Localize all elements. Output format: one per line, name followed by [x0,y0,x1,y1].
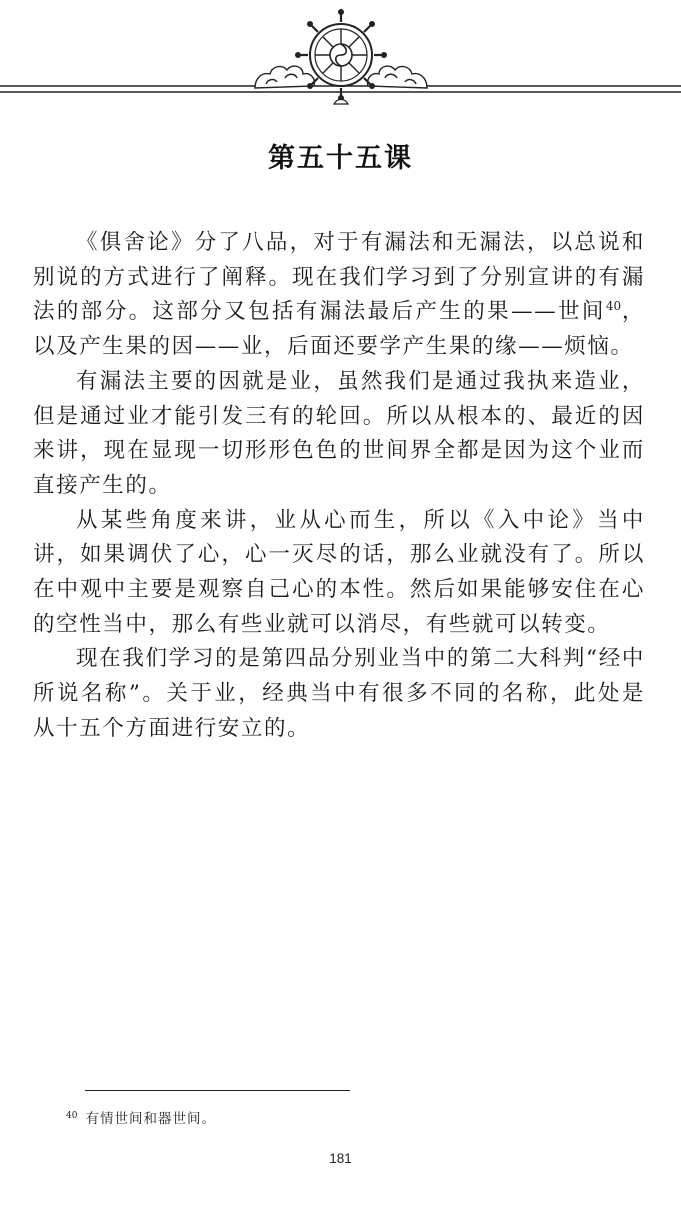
lesson-title: 第五十五课 [268,143,413,174]
page-header-ornament [0,0,681,110]
footnote-divider [85,1090,350,1091]
cloud-icon [368,66,427,88]
footnote-number: 40 [66,1111,78,1121]
body-text [33,226,645,747]
cloud-icon [255,66,314,88]
footnote-text: 有情世间和器世间。 [85,1111,216,1127]
paragraph: 《俱舍论》分了八品，对于有漏法和无漏法，以总说和别说的方式进行了阐释。现在我们学习到了分别宣讲的有漏法的部分。这部分又包括有漏法最后产生的果——世间$^{40}$，以及产生果的因——业，后面还要学产生果的缘——烦恼。 [33,230,645,360]
paragraph: 现在我们学习的是第四品分别业当中的第二大科判“经中所说名称”。关于业，经典当中有很多不同的名称，此处是从十五个方面进行安立的。 [33,646,645,741]
footnote-reference[interactable]: 40 [605,299,622,314]
paragraph: 有漏法主要的因就是业，虽然我们是通过我执来造业，但是通过业才能引发三有的轮回。所以从根本的、最近的因来讲，现在显现一切形形色色的世间界全都是因为这个业而直接产生的。 [33,368,645,498]
paragraph: 从某些角度来讲，业从心而生，所以《入中论》当中讲，如果调伏了心，心一灭尽的话，那么业就没有了。所以在中观中主要是观察自己心的本性。然后如果能够安住在心的空性当中，那么有些业就可以消尽，有些就可以转变。 [33,507,645,637]
header-decoration [0,0,681,110]
page-number: 181 [329,1151,352,1166]
dharma-wheel-icon [295,9,387,104]
footnote [66,1107,216,1127]
